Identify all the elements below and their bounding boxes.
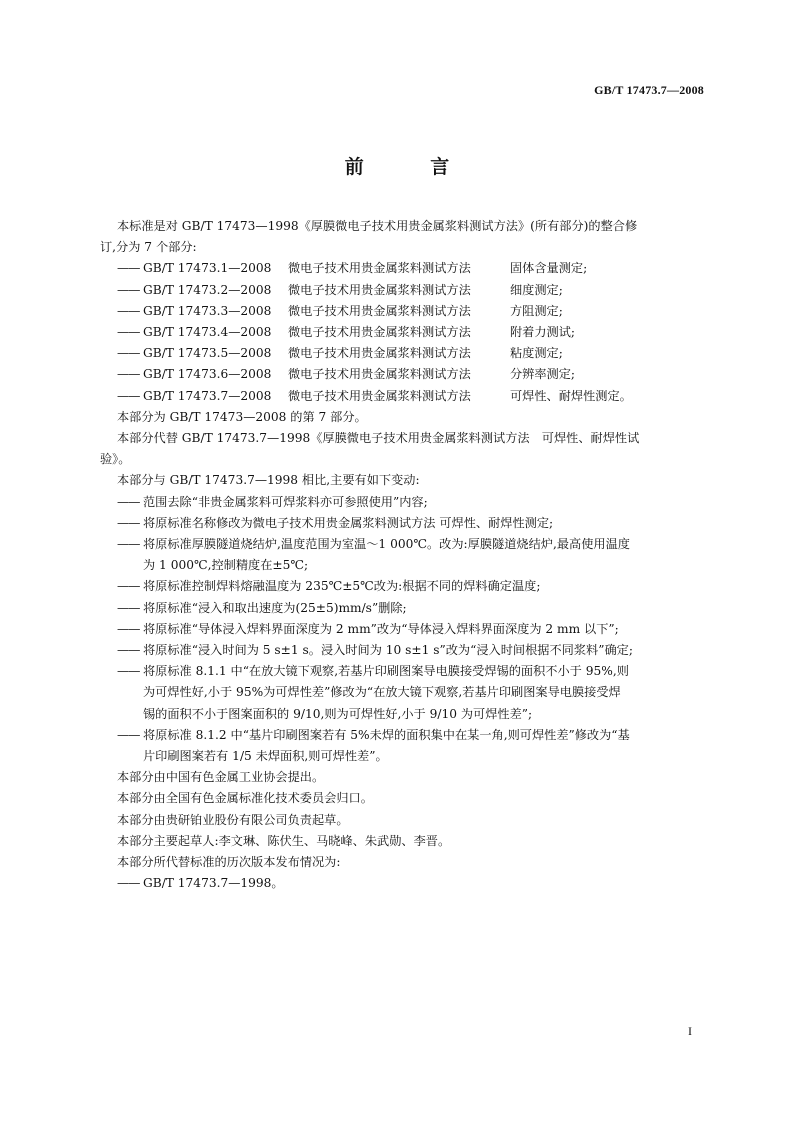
part-item: [117, 280, 707, 301]
dash: ——: [117, 367, 140, 382]
closing-history-intro: 本部分所代替标准的历次版本发布情况为:: [117, 855, 341, 870]
dash: ——: [117, 388, 140, 403]
change-line: 将原标准“浸入时间为 5 s±1 s。浸入时间为 10 s±1 s”改为“浸入时间根据不同浆料”确定;: [143, 643, 633, 658]
dash: ——: [117, 876, 140, 891]
change-line: 将原标准“导体浸入焊料界面深度为 2 mm”改为“导体浸入焊料界面深度为 2 mm 以下”;: [143, 621, 619, 636]
change-line: 片印刷图案若有 1/5 未焊面积,则可焊性差”。: [143, 749, 388, 764]
part-std-number: GB/T 17473.5—2008: [143, 346, 272, 361]
change-item: [117, 492, 707, 513]
change-line: 锡的面积不小于图案面积的 9/10,则为可焊性好,小于 9/10 为可焊性差”;: [143, 706, 533, 721]
dash: ——: [117, 325, 140, 340]
closing-authors: 本部分主要起草人:李文琳、陈伏生、马晓峰、朱武勋、李晋。: [117, 833, 451, 848]
standard-code: GB/T 17473.7—2008: [594, 83, 704, 97]
dash: ——: [117, 600, 140, 615]
change-line: 将原标准 8.1.2 中“基片印刷图案若有 5%未焊的面积集中在某一角,则可焊性差”修改为“基: [143, 727, 630, 742]
part-series: 微电子技术用贵金属浆料测试方法: [288, 261, 471, 276]
change-item: [117, 725, 707, 767]
dash: ——: [117, 727, 140, 742]
closing-proposer: 本部分由中国有色金属工业协会提出。: [117, 770, 325, 785]
dash: ——: [117, 515, 140, 530]
compare-statement: 本部分与 GB/T 17473.7—1998 相比,主要有如下变动:: [117, 473, 420, 488]
part-series: 微电子技术用贵金属浆料测试方法: [288, 388, 471, 403]
part-std-number: GB/T 17473.1—2008: [143, 261, 272, 276]
change-line: 范围去除“非贵金属浆料可焊浆料亦可参照使用”内容;: [143, 494, 428, 509]
replace-line-1: 本部分代替 GB/T 17473.7—1998《厚膜微电子技术用贵金属浆料测试方法 可焊性、耐焊性试: [117, 431, 640, 446]
change-item: [117, 619, 707, 640]
closing-committee: 本部分由全国有色金属标准化技术委员会归口。: [117, 791, 373, 806]
change-item: [117, 661, 707, 725]
part-std-number: GB/T 17473.2—2008: [143, 282, 272, 297]
part-item: [117, 301, 707, 322]
part-item: [117, 258, 707, 279]
part-name: 方阻测定;: [510, 303, 563, 318]
parts-list: [117, 258, 707, 406]
part-series: 微电子技术用贵金属浆料测试方法: [288, 325, 471, 340]
change-line: 将原标准厚膜隧道烧结炉,温度范围为室温～1 000℃。改为:厚膜隧道烧结炉,最高使用温度: [143, 537, 630, 552]
dash: ——: [117, 282, 140, 297]
dash: ——: [117, 664, 140, 679]
history-item: [117, 873, 707, 894]
part-item: [117, 386, 707, 407]
part-series: 微电子技术用贵金属浆料测试方法: [288, 346, 471, 361]
change-line: 将原标准控制焊料熔融温度为 235℃±5℃改为:根据不同的焊料确定温度;: [143, 579, 541, 594]
change-item: [117, 640, 707, 661]
history-text: GB/T 17473.7—1998。: [143, 876, 284, 891]
dash: ——: [117, 346, 140, 361]
part-statement: 本部分为 GB/T 17473—2008 的第 7 部分。: [117, 409, 367, 424]
change-item: [117, 513, 707, 534]
changes-list: [117, 492, 707, 768]
change-item: [117, 534, 707, 576]
change-line: 将原标准“浸入和取出速度为(25±5)mm/s”删除;: [143, 600, 407, 615]
part-std-number: GB/T 17473.7—2008: [143, 388, 272, 403]
change-line: 将原标准 8.1.1 中“在放大镜下观察,若基片印刷图案导电膜接受焊锡的面积不小于 95%,则: [143, 664, 629, 679]
change-line: 为 1 000℃,控制精度在±5℃;: [143, 558, 309, 573]
change-item: [117, 576, 707, 597]
intro-line-2: 订,分为 7 个部分:: [100, 240, 197, 255]
part-name: 附着力测试;: [510, 325, 576, 340]
part-series: 微电子技术用贵金属浆料测试方法: [288, 282, 471, 297]
dash: ——: [117, 537, 140, 552]
part-name: 可焊性、耐焊性测定。: [510, 388, 632, 403]
dash: ——: [117, 494, 140, 509]
part-std-number: GB/T 17473.4—2008: [143, 325, 272, 340]
part-item: [117, 364, 707, 385]
part-std-number: GB/T 17473.3—2008: [143, 303, 272, 318]
change-item: [117, 598, 707, 619]
dash: ——: [117, 303, 140, 318]
part-name: 粘度测定;: [510, 346, 563, 361]
dash: ——: [117, 579, 140, 594]
intro-line-1: 本标准是对 GB/T 17473—1998《厚膜微电子技术用贵金属浆料测试方法》(所有部分)的整合修: [117, 219, 638, 233]
change-line: 将原标准名称修改为微电子技术用贵金属浆料测试方法 可焊性、耐焊性测定;: [143, 515, 554, 530]
closing-drafter: 本部分由贵研铂业股份有限公司负责起草。: [117, 812, 349, 827]
dash: ——: [117, 621, 140, 636]
part-series: 微电子技术用贵金属浆料测试方法: [288, 303, 471, 318]
foreword-body: [100, 216, 707, 895]
dash: ——: [117, 261, 140, 276]
dash: ——: [117, 643, 140, 658]
part-series: 微电子技术用贵金属浆料测试方法: [288, 367, 471, 382]
part-name: 固体含量测定;: [510, 261, 588, 276]
part-name: 细度测定;: [510, 282, 563, 297]
part-item: [117, 322, 707, 343]
part-std-number: GB/T 17473.6—2008: [143, 367, 272, 382]
page-number: I: [688, 1024, 692, 1038]
page-title: 前 言: [344, 156, 480, 178]
part-item: [117, 343, 707, 364]
part-name: 分辨率测定;: [510, 367, 576, 382]
replace-line-2: 验》。: [100, 452, 131, 467]
change-line: 为可焊性好,小于 95%为可焊性差”修改为“在放大镜下观察,若基片印刷图案导电膜接受焊: [143, 685, 621, 700]
